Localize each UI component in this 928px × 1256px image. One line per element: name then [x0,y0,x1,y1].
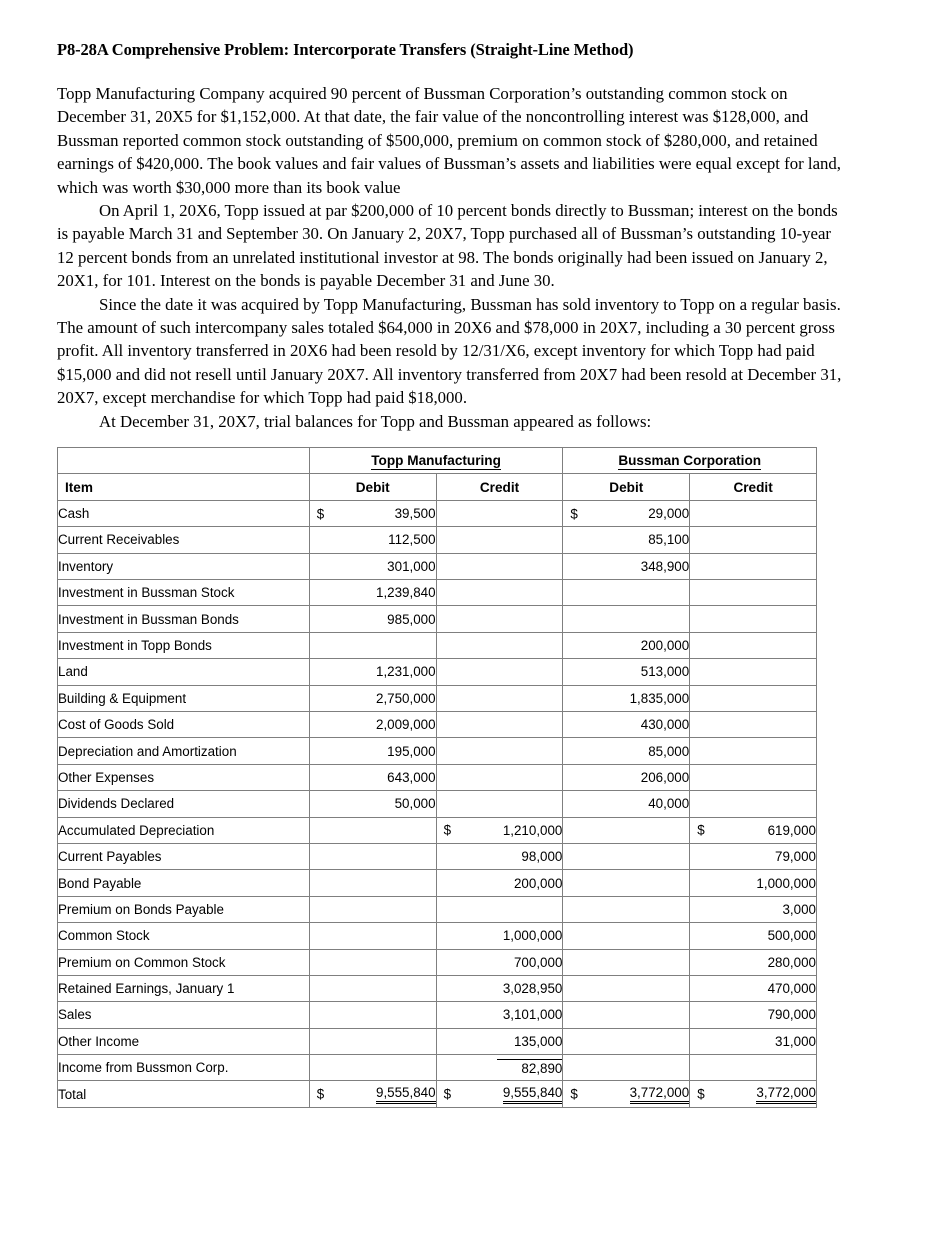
cell-bussman-credit [690,791,817,817]
cell-value: 1,210,000 [502,822,563,838]
cell-topp-credit [436,1028,563,1054]
currency-symbol: $ [697,1086,705,1102]
table-row [58,632,817,658]
table-row [58,685,817,711]
cell-value: 790,000 [767,1007,816,1023]
cell-topp-debit [309,500,436,526]
cell-bussman-debit [563,500,690,526]
cell-topp-credit [436,527,563,553]
cell-topp-credit [436,580,563,606]
cell-value: 1,000,000 [502,928,563,944]
cell-value [685,955,689,970]
cell-value [812,585,816,600]
cell-topp-credit [436,923,563,949]
cell-value: 430,000 [640,717,690,733]
table-row [58,712,817,738]
cell-value: 135,000 [513,1033,563,1049]
cell-value [685,612,689,627]
cell-value: 98,000 [521,849,563,865]
currency-symbol: $ [443,1086,452,1102]
cell-topp-credit [436,764,563,790]
cell-topp-credit [436,1002,563,1028]
cell-topp-debit [309,1002,436,1028]
cell-value [432,981,436,996]
cell-bussman-credit [690,923,817,949]
cell-value [432,876,436,891]
cell-bussman-credit [690,975,817,1001]
table-row [58,949,817,975]
cell-topp-credit [436,606,563,632]
cell-topp-credit [436,949,563,975]
cell-bussman-credit [690,606,817,632]
cell-bussman-credit [690,817,817,843]
cell-value: 50,000 [394,796,436,812]
cell-bussman-credit [690,1002,817,1028]
cell-value: 29,000 [648,506,690,522]
table-head [58,448,817,501]
cell-item-label: Other Expenses [58,764,310,790]
cell-value [559,691,563,706]
cell-bussman-debit [563,527,690,553]
group-header-topp-label: Topp Manufacturing [371,453,501,469]
trial-balance-table-wrapper [57,447,817,1108]
cell-value [812,612,816,627]
cell-value: 2,750,000 [376,690,436,706]
cell-value [559,770,563,785]
table-row [58,500,817,526]
cell-value [559,532,563,547]
cell-bussman-debit [563,580,690,606]
cell-bussman-debit [563,712,690,738]
cell-value [812,638,816,653]
cell-value [559,902,563,917]
cell-topp-debit [309,712,436,738]
cell-value [685,1034,689,1049]
cell-topp-debit [309,1028,436,1054]
cell-topp-debit [309,870,436,896]
cell-bussman-credit [690,580,817,606]
cell-value [559,612,563,627]
cell-topp-credit [436,659,563,685]
cell-bussman-debit [563,870,690,896]
table-row [58,817,817,843]
cell-value [432,928,436,943]
cell-value [559,744,563,759]
cell-topp-debit [309,553,436,579]
document-body [57,40,847,1108]
cell-value [685,849,689,864]
cell-value: 3,000 [782,901,816,917]
cell-bussman-debit [563,896,690,922]
col-header-item: Item [58,474,310,500]
cell-bussman-debit [563,975,690,1001]
group-header-bussman-label: Bussman Corporation [618,453,762,469]
cell-topp-credit [436,896,563,922]
table-row [58,738,817,764]
table-row [58,843,817,869]
cell-value: 985,000 [387,611,436,627]
cell-item-label: Bond Payable [58,870,310,896]
cell-topp-credit [436,843,563,869]
cell-value [685,902,689,917]
table-row [58,975,817,1001]
cell-value: 1,231,000 [376,664,436,680]
cell-bussman-debit [563,843,690,869]
cell-topp-debit [309,1081,436,1107]
cell-value [432,902,436,917]
cell-value: 301,000 [387,558,436,574]
cell-value [812,506,816,521]
cell-bussman-debit [563,685,690,711]
col-header-topp-debit: Debit [309,474,436,500]
currency-symbol: $ [443,822,452,838]
cell-bussman-debit [563,553,690,579]
cell-topp-credit [436,870,563,896]
cell-item-label: Investment in Bussman Stock [58,580,310,606]
cell-value: 206,000 [640,769,690,785]
cell-bussman-credit [690,527,817,553]
cell-value [432,1007,436,1022]
cell-bussman-debit [563,1055,690,1081]
cell-value: 82,890 [497,1059,562,1076]
table-row [58,553,817,579]
table-row [58,764,817,790]
cell-value: 40,000 [648,796,690,812]
cell-value [559,585,563,600]
cell-topp-debit [309,685,436,711]
cell-value: 9,555,840 [376,1085,436,1104]
cell-value [559,559,563,574]
cell-value: 1,000,000 [756,875,816,891]
trial-balance-table [57,447,817,1108]
cell-value [432,955,436,970]
cell-topp-credit [436,975,563,1001]
table-row [58,870,817,896]
cell-bussman-credit [690,1081,817,1107]
cell-bussman-credit [690,949,817,975]
cell-item-label: Premium on Bonds Payable [58,896,310,922]
cell-topp-credit [436,712,563,738]
cell-item-label: Sales [58,1002,310,1028]
cell-bussman-debit [563,606,690,632]
cell-value: 348,900 [640,558,690,574]
currency-symbol: $ [570,1086,578,1102]
cell-bussman-credit [690,659,817,685]
cell-bussman-credit [690,870,817,896]
cell-topp-debit [309,975,436,1001]
cell-value: 2,009,000 [376,717,436,733]
cell-value [559,638,563,653]
cell-value [812,664,816,679]
cell-item-label: Accumulated Depreciation [58,817,310,843]
cell-bussman-credit [690,712,817,738]
cell-bussman-debit [563,764,690,790]
paragraph-1: Topp Manufacturing Company acquired 90 percent of Bussman Corporation’s outstanding common stock on December 31, 20X5 for $1,152,000. At that date, the fair value of the noncontrolling interest was $128,000, and Bussman reported common stock outstanding of $500,000, premium on common stock of $280,000, and retained earnings of $420,000. The book values and fair values of Bussman’s assets and liabilities were equal except for land, which was worth $30,000 more than its book value [57,84,842,197]
table-row [58,527,817,553]
cell-topp-debit [309,843,436,869]
cell-item-label: Investment in Bussman Bonds [58,606,310,632]
cell-bussman-debit [563,1081,690,1107]
cell-item-label: Current Receivables [58,527,310,553]
cell-item-label: Land [58,659,310,685]
cell-topp-debit [309,896,436,922]
cell-value [432,823,436,838]
col-header-topp-credit: Credit [436,474,563,500]
cell-value: 643,000 [387,769,436,785]
cell-topp-debit [309,580,436,606]
cell-value: 39,500 [394,506,436,522]
cell-value: 500,000 [767,928,816,944]
cell-value: 1,239,840 [376,585,436,601]
paragraph-3: Since the date it was acquired by Topp Manufacturing, Bussman has sold inventory to Topp on a regular basis. The amount of such intercompany sales totaled $64,000 in 20X6 and $78,000 in 20X7, including a 30 percent gross profit. All inventory transferred in 20X6 had been resold by 12/31/X6, except inventory for which Topp had paid $15,000 and did not resell until January 20X7. All inventory transferred from 20X7 had been resold at December 31, 20X7, except merchandise for which Topp had paid $18,000. [57,294,842,408]
cell-item-label: Dividends Declared [58,791,310,817]
cell-value: 3,028,950 [502,981,563,997]
cell-value [812,691,816,706]
cell-item-label: Building & Equipment [58,685,310,711]
cell-topp-debit [309,659,436,685]
currency-symbol: $ [570,506,578,522]
table-total-row [58,1081,817,1107]
cell-bussman-credit [690,738,817,764]
cell-topp-debit [309,923,436,949]
cell-value [685,981,689,996]
cell-value [812,770,816,785]
cell-value [685,823,689,838]
cell-bussman-debit [563,632,690,658]
cell-value: 280,000 [767,954,816,970]
cell-item-label: Current Payables [58,843,310,869]
cell-value [432,849,436,864]
cell-bussman-debit [563,817,690,843]
paragraph-4: At December 31, 20X7, trial balances for Topp and Bussman appeared as follows: [99,411,652,431]
cell-value: 9,555,840 [503,1085,563,1104]
cell-value [812,532,816,547]
cell-topp-credit [436,685,563,711]
column-header-row [58,474,817,500]
cell-topp-debit [309,606,436,632]
cell-value [559,796,563,811]
cell-topp-debit [309,632,436,658]
cell-value [812,744,816,759]
table-row [58,1055,817,1081]
cell-value: 470,000 [767,981,816,997]
cell-value [812,1060,816,1075]
cell-item-label: Retained Earnings, January 1 [58,975,310,1001]
cell-bussman-credit [690,764,817,790]
cell-item-label: Depreciation and Amortization [58,738,310,764]
paragraph-2: On April 1, 20X6, Topp issued at par $200,000 of 10 percent bonds directly to Bussman; interest on the bonds is payable March 31 and September 30. On January 2, 20X7, Topp purchased all of Bussman’s outstanding 10-year 12 percent bonds from an unrelated institutional investor at 98. The bonds originally had been issued on January 2, 20X1, for 101. Interest on the bonds is payable December 31 and June 30. [57,201,838,291]
cell-item-label: Total [58,1081,310,1107]
cell-topp-credit [436,500,563,526]
cell-topp-credit [436,1081,563,1107]
cell-value: 3,772,000 [756,1085,816,1104]
table-row [58,896,817,922]
cell-bussman-debit [563,949,690,975]
cell-item-label: Inventory [58,553,310,579]
cell-topp-debit [309,817,436,843]
group-header-blank [58,448,310,474]
cell-bussman-credit [690,1028,817,1054]
cell-value [559,717,563,732]
cell-item-label: Premium on Common Stock [58,949,310,975]
cell-value [432,1034,436,1049]
cell-value: 3,772,000 [630,1085,690,1104]
currency-symbol: $ [316,506,325,522]
cell-item-label: Cash [58,500,310,526]
cell-value [812,796,816,811]
cell-value: 85,100 [648,532,690,548]
cell-bussman-credit [690,632,817,658]
cell-item-label: Cost of Goods Sold [58,712,310,738]
cell-topp-debit [309,949,436,975]
cell-topp-credit [436,553,563,579]
cell-bussman-debit [563,1002,690,1028]
cell-item-label: Investment in Topp Bonds [58,632,310,658]
cell-value [685,1007,689,1022]
cell-value: 700,000 [513,954,563,970]
cell-topp-debit [309,527,436,553]
table-row [58,580,817,606]
cell-bussman-debit [563,791,690,817]
cell-value: 200,000 [513,875,563,891]
cell-value: 31,000 [775,1033,816,1049]
group-header-row [58,448,817,474]
page-title: P8-28A Comprehensive Problem: Intercorporate Transfers (Straight-Line Method) [57,40,634,59]
col-header-bussman-credit: Credit [690,474,817,500]
cell-topp-debit [309,738,436,764]
cell-value: 79,000 [775,849,816,865]
cell-value [685,876,689,891]
table-row [58,1002,817,1028]
cell-value: 112,500 [388,532,436,548]
cell-value: 619,000 [767,822,816,838]
cell-topp-credit [436,1055,563,1081]
table-row [58,659,817,685]
cell-value [559,506,563,521]
table-row [58,791,817,817]
currency-symbol: $ [316,1086,325,1102]
cell-bussman-credit [690,1055,817,1081]
cell-value [432,1060,436,1075]
cell-bussman-credit [690,500,817,526]
cell-value [812,717,816,732]
cell-value [559,664,563,679]
table-row [58,606,817,632]
table-body [58,500,817,1107]
cell-topp-credit [436,738,563,764]
cell-value: 1,835,000 [629,690,690,706]
cell-value: 195,000 [387,743,436,759]
cell-bussman-credit [690,843,817,869]
cell-topp-credit [436,817,563,843]
col-header-bussman-debit: Debit [563,474,690,500]
cell-item-label: Common Stock [58,923,310,949]
cell-item-label: Income from Bussmon Corp. [58,1055,310,1081]
group-header-topp [309,448,563,474]
table-row [58,923,817,949]
cell-value [812,559,816,574]
cell-topp-debit [309,764,436,790]
cell-value [432,638,436,653]
cell-value: 85,000 [648,743,690,759]
cell-bussman-credit [690,553,817,579]
cell-value [685,928,689,943]
currency-symbol: $ [697,822,705,838]
cell-bussman-debit [563,738,690,764]
group-header-bussman [563,448,817,474]
cell-topp-debit [309,791,436,817]
cell-bussman-debit [563,659,690,685]
cell-bussman-debit [563,923,690,949]
cell-value: 200,000 [640,638,690,654]
cell-value: 3,101,000 [502,1007,563,1023]
cell-topp-debit [309,1055,436,1081]
cell-value [685,585,689,600]
cell-topp-credit [436,632,563,658]
cell-bussman-credit [690,896,817,922]
cell-topp-credit [436,791,563,817]
cell-value [685,1060,689,1075]
cell-bussman-debit [563,1028,690,1054]
table-row [58,1028,817,1054]
cell-item-label: Other Income [58,1028,310,1054]
cell-value: 513,000 [640,664,690,680]
cell-bussman-credit [690,685,817,711]
